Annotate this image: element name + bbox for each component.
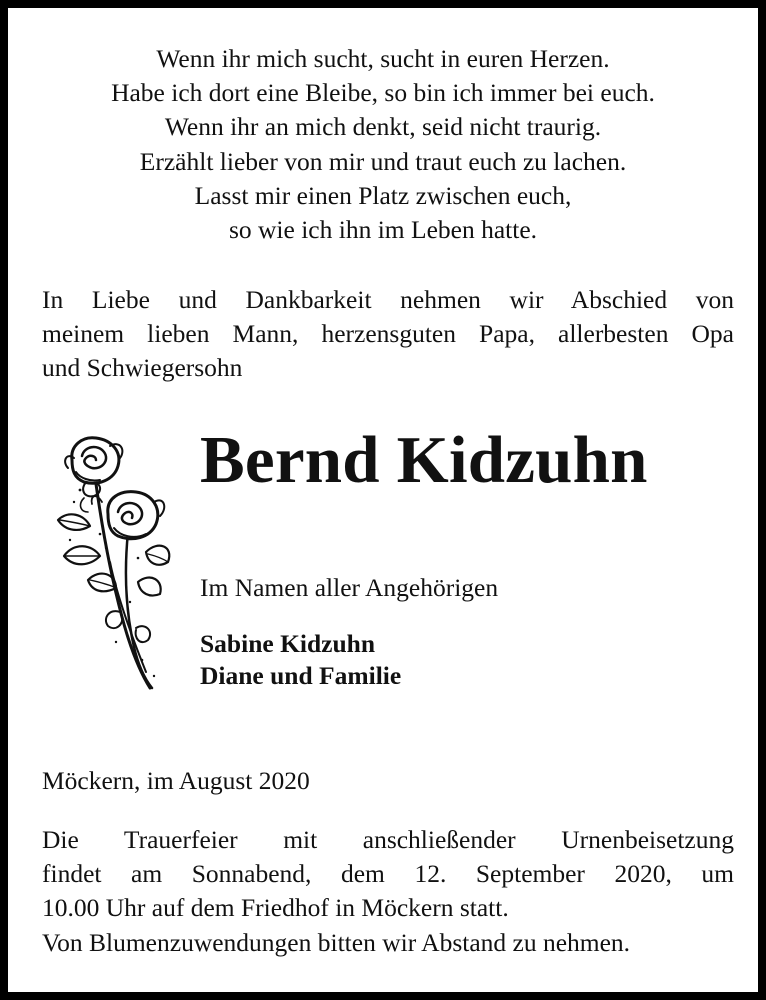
farewell-line: In Liebe und Dankbarkeit nehmen wir Abschied von: [42, 285, 734, 314]
farewell-line: und Schwiegersohn: [42, 353, 243, 383]
service-line: Von Blumenzuwendungen bitten wir Abstand zu nehmen.: [42, 927, 631, 957]
poem-line: Wenn ihr mich sucht, sucht in euren Herzen.: [156, 44, 610, 73]
service-line: Die Trauerfeier mit anschließender Urnenbeisetzung: [42, 825, 734, 854]
poem-line: Wenn ihr an mich denkt, seid nicht traurig.: [164, 112, 602, 142]
poem-line: Habe ich dort eine Bleibe, so bin ich immer bei euch.: [111, 78, 655, 108]
signers-list: [200, 628, 401, 692]
farewell-line: meinem lieben Mann, herzensguten Papa, allerbesten Opa: [42, 319, 734, 349]
signer-name: Diane und Familie: [200, 661, 402, 690]
on-behalf-text: Im Namen aller Angehörigen: [200, 573, 499, 602]
poem-line: Lasst mir einen Platz zwischen euch,: [194, 180, 572, 210]
service-line: findet am Sonnabend, dem 12. September 2020, um: [42, 859, 734, 889]
poem-line: so wie ich ihn im Leben hatte.: [228, 215, 538, 245]
farewell-text: [42, 283, 734, 386]
service-info: [42, 823, 734, 960]
signer-name: Sabine Kidzuhn: [200, 629, 376, 658]
service-line: 10.00 Uhr auf dem Friedhof in Möckern statt.: [42, 893, 509, 923]
poem-line: Erzählt lieber von mir und traut euch zu lachen.: [139, 146, 627, 176]
rose-bouquet-icon: [50, 432, 174, 694]
poem: [8, 42, 758, 247]
deceased-name: Bernd Kidzuhn: [200, 423, 648, 497]
place-date: Möckern, im August 2020: [42, 766, 310, 795]
